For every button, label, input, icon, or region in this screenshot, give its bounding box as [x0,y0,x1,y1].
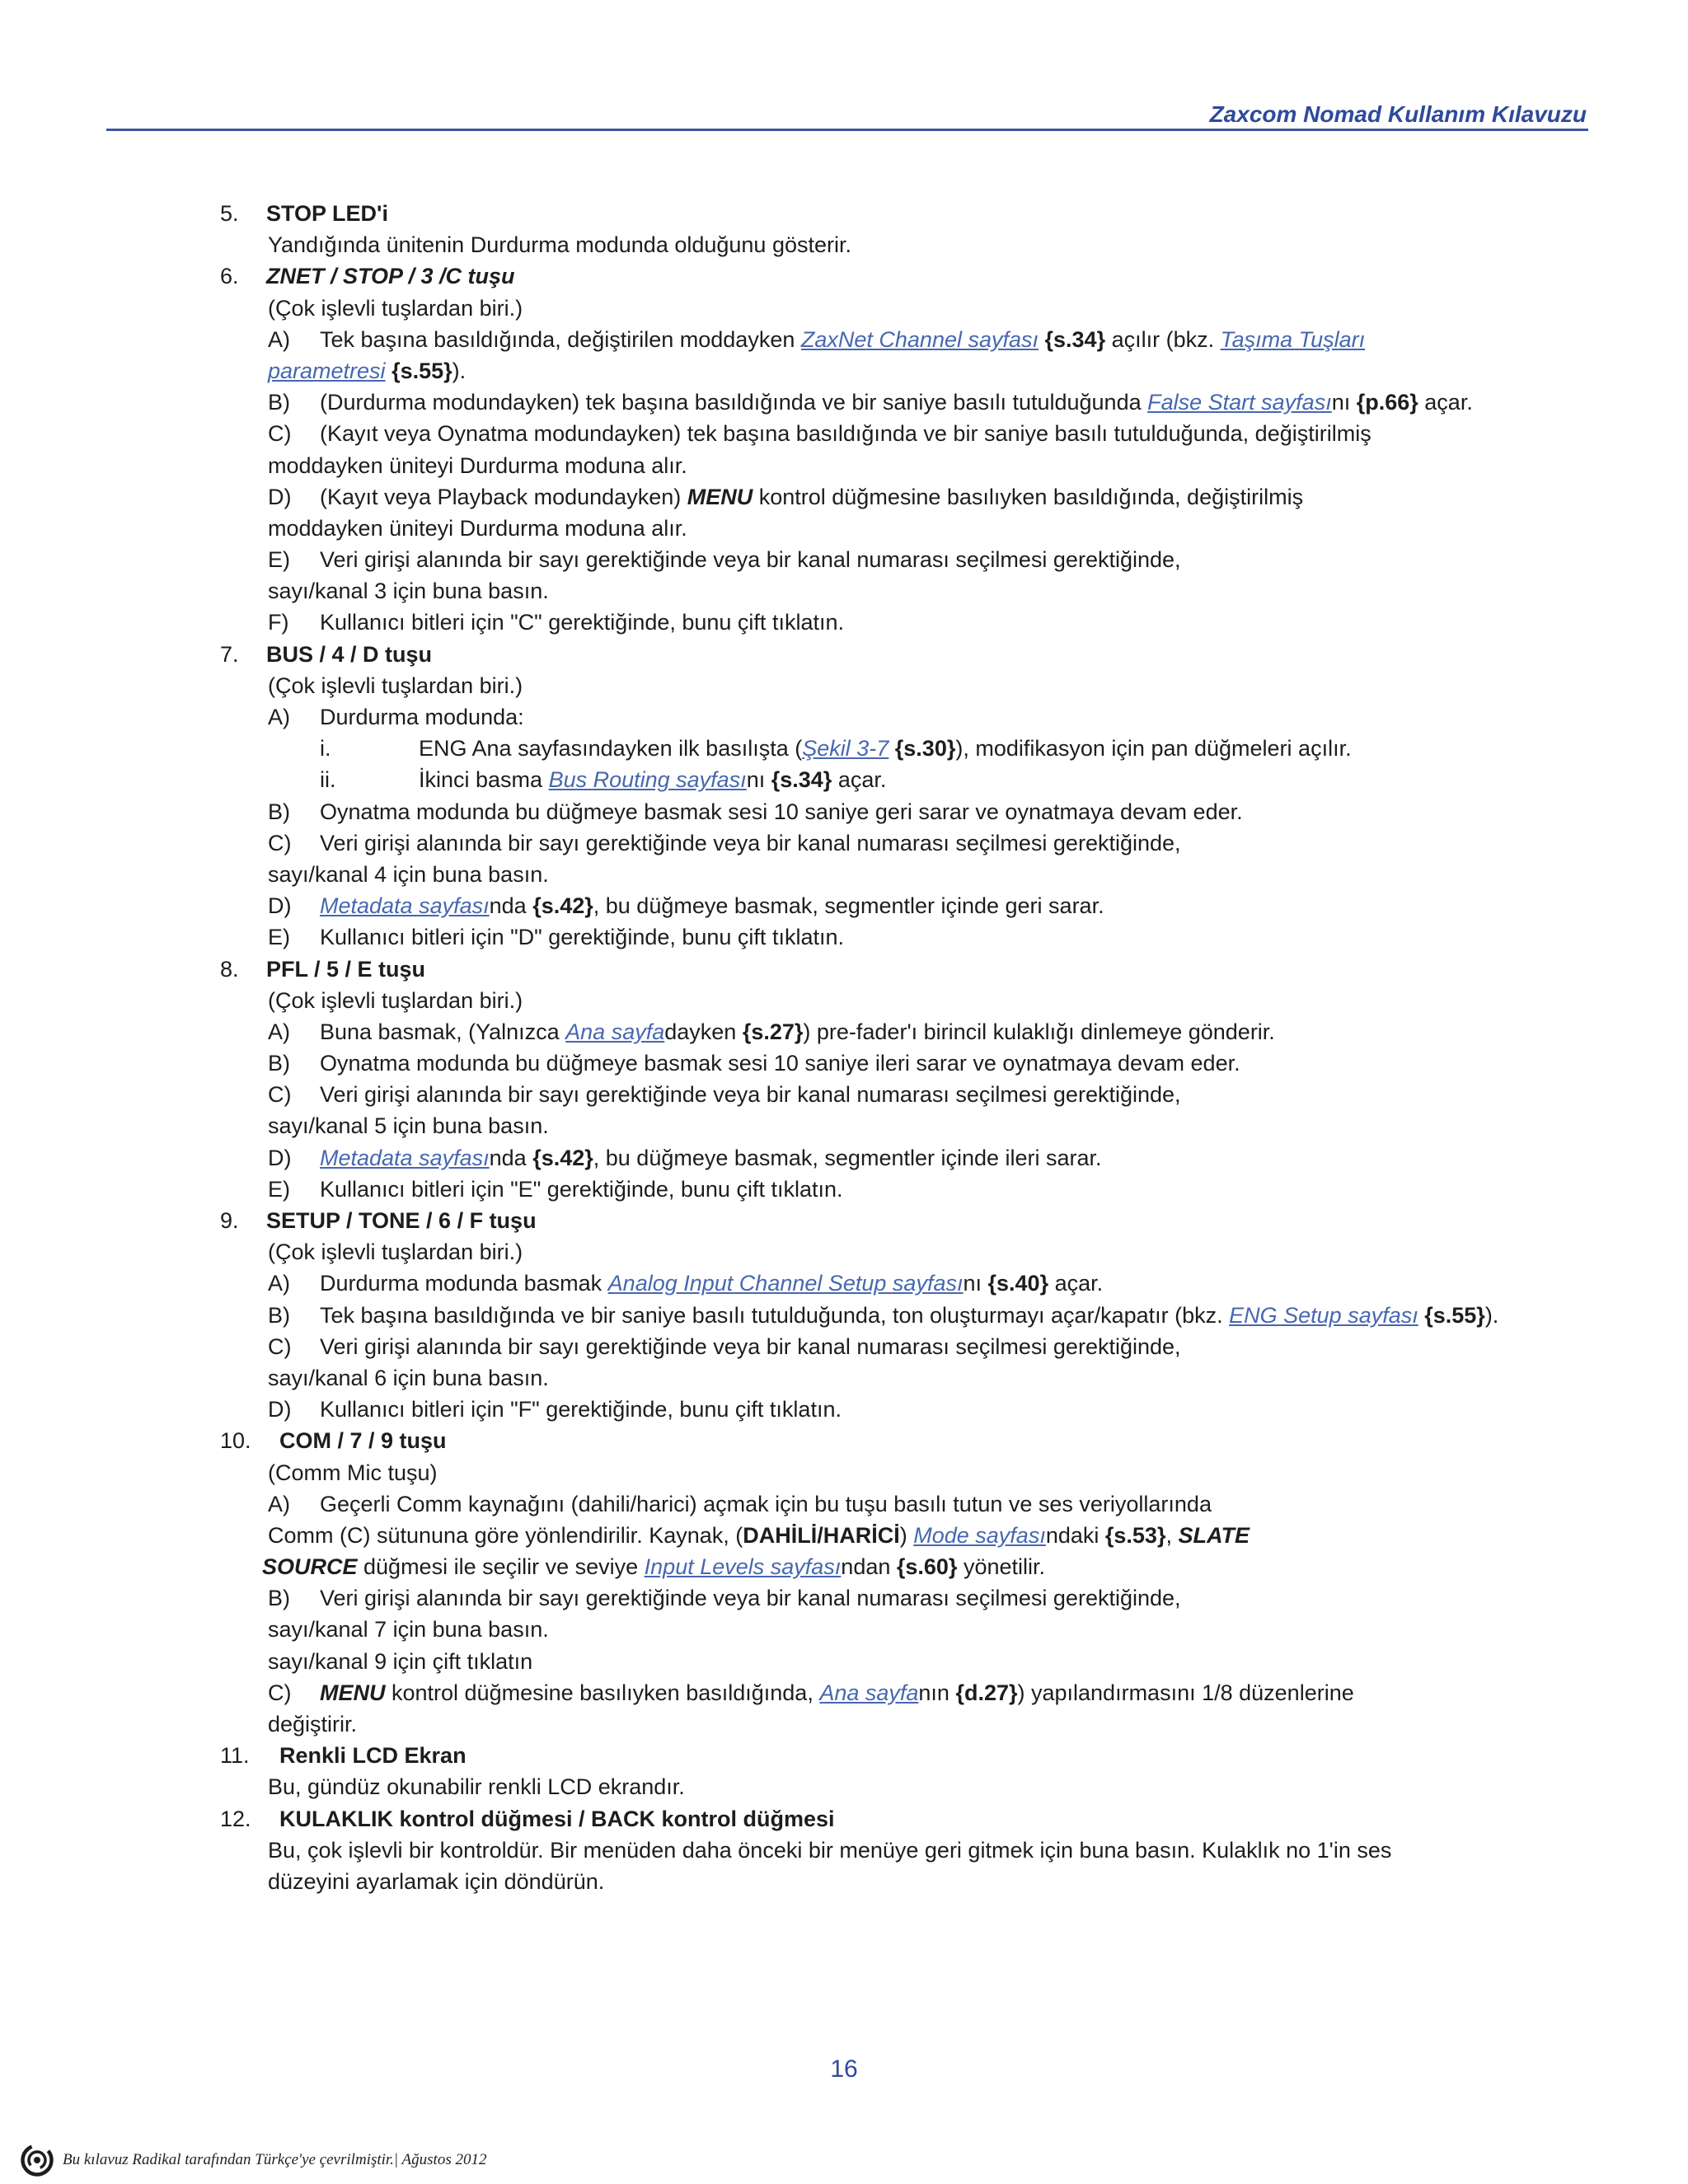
section-6-heading [0,260,1688,292]
page-ref: {s.53} [1104,1522,1166,1548]
text-line [0,450,1688,481]
section-title: STOP LED'i [266,201,388,226]
text-line [0,513,1688,544]
key-name: SLATE [1178,1522,1250,1548]
line-text: Buna basmak, (Yalnızca [320,1019,566,1044]
page-ref: {s.42} [532,893,593,919]
page-ref: {s.60} [896,1554,958,1580]
section-8-heading [0,954,1688,985]
section-title: Renkli LCD Ekran [279,1743,467,1769]
text-line [0,1866,1688,1897]
line-text: ), modifikasyon için pan düğmeleri açılır. [955,736,1352,762]
line-text: nı [1331,390,1357,415]
line-text: kontrol düğmesine basılıyken basıldığında, değiştirilmiş [753,484,1304,509]
item-label: D) [268,1145,292,1170]
line-text: ndan [841,1554,897,1580]
section-number: 12. [220,1806,251,1831]
link-bus-routing-page[interactable]: Bus Routing sayfası [548,767,747,793]
line-text: Durdurma modunda: [320,705,524,729]
key-name: SOURCE [262,1554,358,1580]
line-text: (Kayıt veya Oynatma modundayken) tek başına basıldığında ve bir saniye basılı tutulduğunda, değiştirilmiş [320,421,1372,447]
line-text: ) pre-fader'ı birincil kulaklığı dinlemeye gönderir. [803,1019,1275,1044]
text-line [0,1236,1688,1268]
item-label: F) [268,610,289,635]
sub-list-item [0,764,1688,795]
page-ref: {s.34} [1039,326,1106,352]
item-label: E) [268,1176,290,1202]
link-false-start-page[interactable]: False Start sayfası [1147,390,1332,415]
line-text: moddayken üniteyi Durdurma moduna alır. [268,515,687,541]
line-text: Tek başına basıldığında ve bir saniye basılı tutulduğunda, ton oluşturmayı açar/kapatır (bkz. [320,1302,1230,1328]
section-number: 11. [220,1743,250,1769]
line-text: Bu, gündüz okunabilir renkli LCD ekrandır. [268,1774,685,1800]
line-text: Yandığında ünitenin Durdurma modunda olduğunu gösterir. [268,232,851,258]
line-text: Comm (C) sütununa göre yönlendirilir. Kaynak, ( [268,1522,743,1548]
item-label: C) [268,830,292,855]
line-text: sayı/kanal 6 için buna basın. [268,1365,549,1390]
line-text: Geçerli Comm kaynağını (dahili/harici) açmak için bu tuşu basılı tutun ve ses veriyollarında [320,1491,1212,1516]
text-line [0,1771,1688,1802]
text-line [0,229,1688,260]
text-line [0,1708,1688,1740]
item-label: A) [268,1271,290,1296]
list-item [0,796,1688,827]
link-mode-page[interactable]: Mode sayfası [913,1522,1046,1548]
page-ref: {s.55} [385,358,452,383]
line-text: nda [489,893,533,919]
text-line [0,1551,1688,1582]
section-title: PFL / 5 / E tuşu [266,956,426,982]
line-text: nı [963,1271,988,1296]
section-5-heading [0,198,1688,229]
link-zaxnet-channel-page[interactable]: ZaxNet Channel sayfası [800,326,1039,352]
line-text: değiştirir. [268,1712,358,1736]
text-line [0,1110,1688,1141]
line-text: Durdurma modunda basmak [320,1271,608,1296]
line-text: nın [918,1680,956,1705]
section-10-heading [0,1425,1688,1456]
line-text: ). [452,358,467,383]
list-item [0,1016,1688,1047]
list-item [0,1079,1688,1110]
line-text: ENG Ana sayfasındayken ilk basılışta ( [419,736,803,762]
section-12-heading [0,1803,1688,1835]
list-item [0,701,1688,733]
item-label: B) [268,1051,290,1076]
text-line [0,1520,1688,1551]
page-ref: {d.27} [955,1680,1018,1705]
text-line [0,1457,1688,1488]
line-text: (Durdurma modundayken) tek başına basıldığında ve bir saniye basılı tutulduğunda [320,390,1148,415]
section-title: BUS / 4 / D tuşu [266,641,433,667]
line-text: Bu, çok işlevli bir kontroldür. Bir menüden daha önceki bir menüye geri gitmek için buna basın. Kulaklık no 1'in ses [268,1837,1392,1863]
source-option: DAHİLİ/HARİCİ [743,1522,900,1548]
text-line [0,1362,1688,1394]
line-text: Oynatma modunda bu düğmeye basmak sesi 10 saniye ileri sarar ve oynatmaya devam eder. [320,1051,1240,1076]
line-text: yönetilir. [957,1554,1046,1580]
line-text: nda [489,1145,533,1170]
line-text: sayı/kanal 9 için çift tıklatın [268,1648,533,1674]
line-text: , bu düğmeye basmak, segmentler içinde geri sarar. [593,893,1104,919]
text-line [0,293,1688,324]
line-text: Oynatma modunda bu düğmeye basmak sesi 10 saniye geri sarar ve oynatmaya devam eder. [320,799,1243,824]
line-text: sayı/kanal 7 için buna basın. [268,1617,549,1643]
list-item [0,1488,1688,1520]
list-item [0,481,1688,513]
link-home-page[interactable]: Ana sayfa [565,1019,665,1044]
line-text: Kullanıcı bitleri için "D" gerektiğinde, bunu çift tıklatın. [320,925,844,950]
list-item [0,890,1688,921]
line-text: Veri girişi alanında bir sayı gerektiğinde veya bir kanal numarası seçilmesi gerektiğinde, [320,1333,1181,1359]
list-item [0,1300,1688,1331]
line-text: (Kayıt veya Playback modundayken) [320,484,687,509]
line-text: açılır (bkz. [1105,326,1221,352]
link-figure-3-7[interactable]: Şekil 3-7 [802,736,889,762]
item-label: B) [268,390,290,415]
list-item [0,324,1688,355]
item-label: B) [268,1302,290,1328]
line-text: Veri girişi alanında bir sayı gerektiğinde veya bir kanal numarası seçilmesi gerektiğinde, [320,830,1181,855]
line-text: ) [899,1522,914,1548]
item-label: C) [268,1082,292,1108]
item-label: C) [268,1333,292,1359]
section-9-heading [0,1205,1688,1236]
link-eng-setup-page[interactable]: ENG Setup sayfası [1229,1302,1418,1328]
link-metadata-page[interactable]: Metadata sayfası [320,893,490,919]
list-item [0,418,1688,449]
line-text: ) yapılandırmasını 1/8 düzenlerine [1017,1680,1354,1705]
list-item [0,544,1688,575]
list-item [0,921,1688,953]
section-number: 10. [220,1428,251,1454]
section-title: COM / 7 / 9 tuşu [279,1428,447,1454]
line-text: Kullanıcı bitleri için "F" gerektiğinde, bunu çift tıklatın. [320,1397,842,1422]
item-label: C) [268,1680,292,1705]
list-item [0,1582,1688,1614]
list-item [0,827,1688,859]
link-metadata-page[interactable]: Metadata sayfası [320,1145,490,1170]
item-label: D) [268,1397,292,1422]
document-header-title: Zaxcom Nomad Kullanım Kılavuzu [1209,101,1587,127]
line-text: (Comm Mic tuşu) [268,1460,438,1485]
line-text: açar. [1048,1271,1104,1296]
line-text: ). [1484,1302,1499,1328]
section-title: SETUP / TONE / 6 / F tuşu [266,1208,537,1233]
text-line [0,859,1688,890]
item-label: A) [268,705,290,729]
item-label: ii. [320,767,336,793]
item-label: E) [268,547,290,573]
list-item [0,1268,1688,1299]
section-title: KULAKLIK kontrol düğmesi / BACK kontrol düğmesi [279,1806,835,1831]
list-item [0,607,1688,638]
section-number: 7. [220,641,239,667]
item-label: D) [268,484,292,509]
item-label: i. [320,736,331,762]
link-input-levels-page[interactable]: Input Levels sayfası [644,1554,842,1580]
line-text: (Çok işlevli tuşlardan biri.) [268,673,523,698]
page-ref: {s.30} [889,736,956,762]
item-label: A) [268,1491,290,1516]
section-7-heading [0,639,1688,670]
text-line [0,1835,1688,1866]
text-line [0,355,1688,387]
item-label: B) [268,799,290,824]
item-label: B) [268,1586,290,1611]
line-text: Veri girişi alanında bir sayı gerektiğinde veya bir kanal numarası seçilmesi gerektiğinde, [320,1082,1181,1108]
page-ref: {s.42} [532,1145,593,1170]
text-line [0,1614,1688,1645]
text-line [0,985,1688,1016]
section-title: ZNET / STOP / 3 /C tuşu [266,264,515,289]
page-ref: {s.55} [1418,1302,1485,1328]
item-label: C) [268,421,292,447]
line-text: açar. [1418,390,1473,415]
line-text: Veri girişi alanında bir sayı gerektiğinde veya bir kanal numarası seçilmesi gerektiğinde, [320,547,1181,573]
list-item [0,1174,1688,1205]
line-text: nı [746,767,771,793]
section-number: 9. [220,1208,239,1233]
line-text: sayı/kanal 3 için buna basın. [268,579,549,604]
section-number: 6. [220,264,239,289]
list-item [0,1331,1688,1362]
link-tasima-tuslari-parameter-cont[interactable]: parametresi [268,358,386,383]
page-ref: {s.40} [987,1271,1049,1296]
item-label: A) [268,1019,290,1044]
list-item [0,387,1688,418]
list-item [0,1677,1688,1708]
line-text: Tek başına basıldığında, değiştirilen moddayken [320,326,801,352]
line-text: Kullanıcı bitleri için "C" gerektiğinde, bunu çift tıklatın. [320,610,844,635]
line-text: kontrol düğmesine basılıyken basıldığında, [385,1680,820,1705]
section-number: 5. [220,201,239,226]
key-name: MENU [687,484,753,509]
line-text: ndaki [1045,1522,1105,1548]
item-label: A) [268,326,290,352]
header-divider [106,129,1588,131]
link-tasima-tuslari-parameter[interactable]: Taşıma Tuşları [1220,326,1366,352]
section-number: 8. [220,956,239,982]
line-text: dayken [664,1019,743,1044]
list-item [0,1394,1688,1425]
line-text: , bu düğmeye basmak, segmentler içinde ileri sarar. [593,1145,1102,1170]
item-label: D) [268,893,292,919]
line-text: moddayken üniteyi Durdurma moduna alır. [268,452,687,478]
translation-credit: Bu kılavuz Radikal tarafından Türkçe'ye çevrilmiştir.| Ağustos 2012 [63,2151,487,2168]
key-name: MENU [320,1680,386,1705]
link-analog-input-channel-setup-page[interactable]: Analog Input Channel Setup sayfası [607,1271,964,1296]
page-ref: {s.34} [771,767,832,793]
text-line [0,575,1688,607]
line-text: (Çok işlevli tuşlardan biri.) [268,295,523,321]
line-text: düzeyini ayarlamak için döndürün. [268,1868,605,1894]
line-text: İkinci basma [419,767,549,793]
line-text: Kullanıcı bitleri için "E" gerektiğinde, bunu çift tıklatın. [320,1176,843,1202]
item-label: E) [268,925,290,950]
document-body [0,198,1688,1897]
link-home-page[interactable]: Ana sayfa [819,1680,919,1705]
list-item [0,1047,1688,1079]
radikal-logo-icon [20,2143,54,2177]
line-text: düğmesi ile seçilir ve seviye [357,1554,645,1580]
line-text: (Çok işlevli tuşlardan biri.) [268,1240,523,1265]
line-text: , [1165,1522,1179,1548]
list-item [0,1142,1688,1174]
sub-list-item [0,733,1688,764]
text-line [0,670,1688,701]
page-ref: {s.27} [742,1019,804,1044]
page-number: 16 [830,2055,858,2083]
line-text: (Çok işlevli tuşlardan biri.) [268,987,523,1013]
section-11-heading [0,1740,1688,1771]
page-ref: {p.66} [1356,390,1418,415]
line-text: Veri girişi alanında bir sayı gerektiğinde veya bir kanal numarası seçilmesi gerektiğinde, [320,1586,1181,1611]
line-text: sayı/kanal 5 için buna basın. [268,1113,549,1139]
line-text: açar. [832,767,887,793]
text-line [0,1646,1688,1677]
line-text: sayı/kanal 4 için buna basın. [268,861,549,887]
